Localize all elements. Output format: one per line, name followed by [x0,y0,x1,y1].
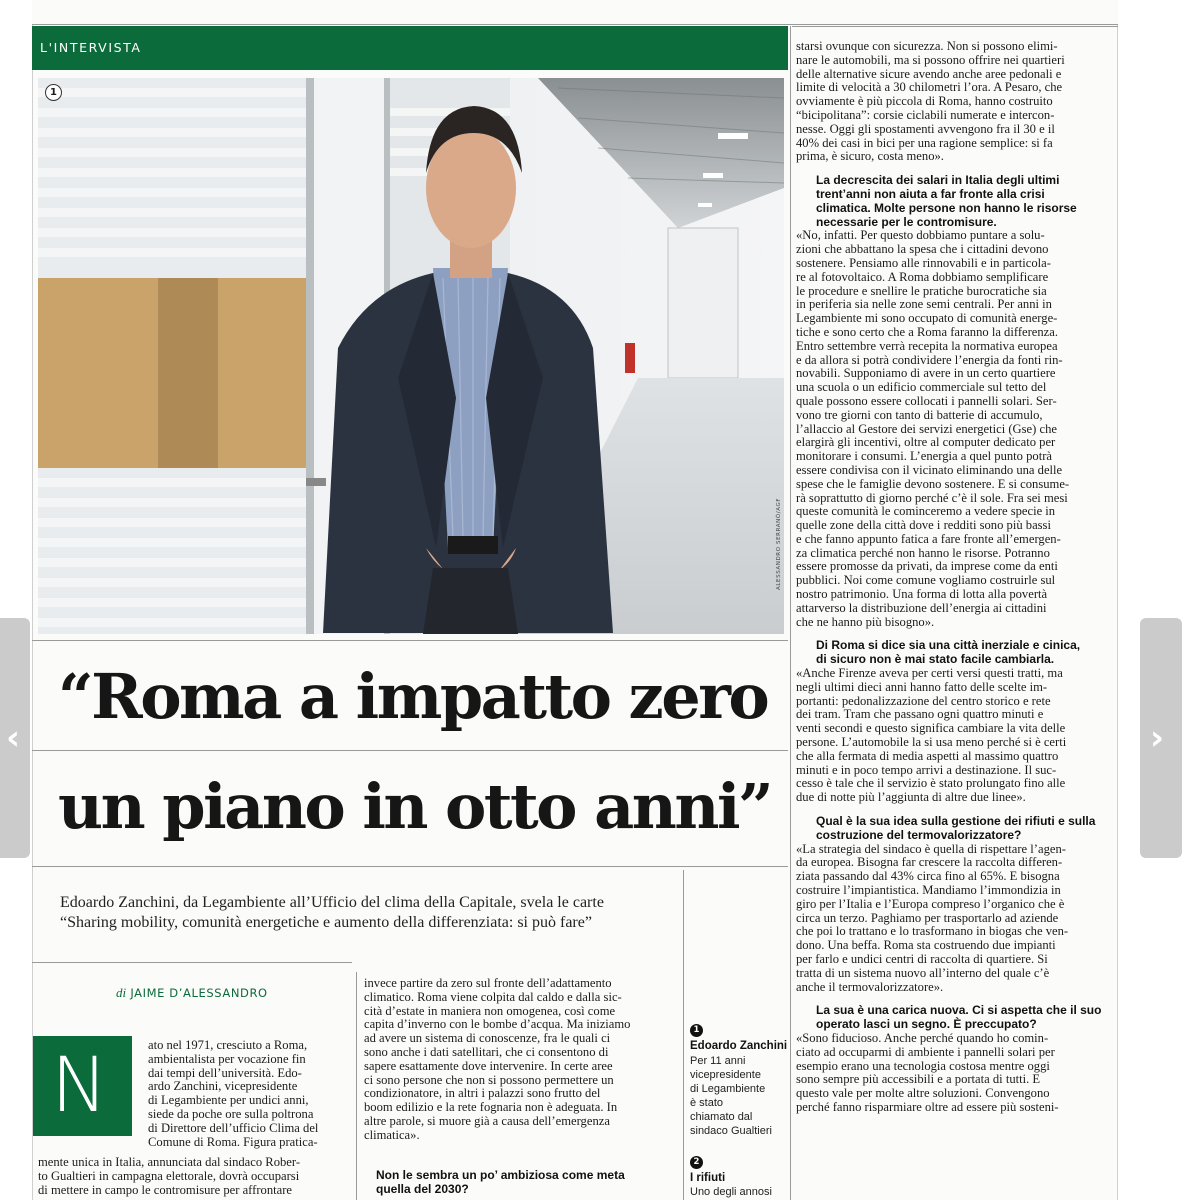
text-line: negli ultimi dieci anni hanno fatto delle scelte im- [796,679,1048,694]
sidebar-number-badge: 1 [690,1024,703,1037]
answer-paragraph [796,843,1114,995]
byline-prefix: di [116,985,127,1000]
question-line: Non le sembra un po’ ambiziosa come meta [376,1168,625,1182]
text-line: sono anche i dati satellitari, che ci consentono di [364,1044,609,1059]
question-line: trent’anni non aiuta a far fronte alla crisi [816,186,1045,201]
sidebar-line: vicepresidente [690,1068,761,1081]
text-line: dei tram. Tram che passano ogni quattro minuti e [796,707,1044,722]
text-line: e da allora si potrà condividere l’energia da fonti rin- [796,352,1063,367]
column-divider [683,870,684,1200]
headline-rule-middle [32,750,788,751]
text-line: sostenere. Pensiamo alle rinnovabili e in particola- [796,255,1051,270]
text-line: «No, infatti. Per questo dobbiamo puntare a solu- [796,228,1045,243]
answer-paragraph [796,229,1114,629]
sidebar-text [690,1055,772,1138]
question-line: di sicuro non è mai stato facile cambiarla. [816,652,1055,667]
interview-question [816,639,1114,667]
byline [116,985,268,1001]
text-line: e che fanno appunto fatica a fare fronte all’emergen- [796,531,1061,546]
dropcap [33,1036,132,1136]
question-line: La decrescita dei salari in Italia degli ultimi [816,173,1060,188]
photo-number-badge: 1 [45,84,62,101]
text-line: essere condivisa con il vicinato eliminando una delle [796,462,1063,477]
standfirst-line: “Sharing mobility, comunità energetiche e aumento della differenziata: si può fare” [60,914,592,931]
text-line: nare le automobili, ma si possono offrire nei quartieri [796,52,1065,67]
text-line: persone. L’automobile la si usa meno perché si è certi [796,735,1067,750]
text-line: altre parole, si muore già a causa dell’emergenza [364,1113,610,1128]
text-line: portanti: pedonalizzazione del centro storico e rete [796,693,1051,708]
previous-page-button[interactable] [0,618,30,858]
text-line: «La strategia del sindaco è quella di rispettare l’agen- [796,841,1066,856]
text-line: che poi lo trattano e lo trasformano in biogas che ven- [796,924,1069,939]
text-line: ci sono persone che non si possono permettere un [364,1072,614,1087]
text-line: monitorare i consumi. L’energia a quel punto potrà [796,449,1053,464]
question-line: La sua è una carica nuova. Ci si aspetta che il suo [816,1003,1102,1018]
text-line: nostro patrimonio. Una forma di lotta alla povertà [796,587,1048,602]
headline-line-2: un piano in otto anni” [58,770,772,843]
text-line: venti secondi e questo significa cambiare la vita delle [796,721,1066,736]
sidebar-line: Uno degli annosi [690,1186,772,1198]
text-line: costruire l’impiantistica. Mandiamo l’immondizia in [796,883,1061,898]
text-line: dono. Una beffa. Roma sta costruendo due impianti [796,938,1056,953]
text-line: dai tempi dell’università. Edo- [148,1065,302,1080]
text-line: zioni che abbattano la spesa che i cittadini devono [796,242,1049,257]
text-line: cità d’estate in maniera non omogenea, così come [364,1003,616,1018]
text-line: che alla fermata di media aspetti al massimo quattro [796,748,1059,763]
text-line: cesso è tale che il servizio è stato prolungato fino alle [796,776,1066,791]
standfirst-rule [32,962,352,963]
text-line: spese che le famiglie devono sostenere. E si consume- [796,476,1070,491]
text-line: to Gualtieri in campagna elettorale, dovrà occuparsi [38,1168,300,1183]
sidebar-title: Edoardo Zanchini [690,1040,788,1052]
section-bar [32,26,788,70]
text-line: nesse. Oggi gli spostamenti avvengono fra il 30 e il [796,121,1055,136]
text-line: ato nel 1971, cresciuto a Roma, [148,1038,308,1052]
interview-question [816,1004,1114,1032]
text-line: elargirà gli incentivi, oltre al computer dedicato per [796,435,1056,450]
text-line: za climatica perché non hanno le risorse. Potranno [796,545,1050,560]
text-line: «Anche Firenze aveva per certi versi questi tratti, ma [796,666,1063,681]
question-line: climatica. Molte persone non hanno le risorse [816,200,1077,215]
text-line: novabili. Supponiamo di avere in un certo quartiere [796,366,1056,381]
sidebar-line: sindaco Gualtieri [690,1124,772,1137]
text-line: starsi ovunque con sicurezza. Non si possono elimi- [796,39,1058,53]
text-line: di mettere in campo le contromisure per affrontare [38,1182,292,1197]
text-line: condizionatore, in altri i palazzi sono frutto del [364,1086,601,1101]
text-line: le procedure e snellire le pratiche burocratiche sia [796,283,1047,298]
interview-question [376,1169,676,1197]
text-line: limite di velocità a 30 chilometri l’ora. A Pesaro, che [796,80,1063,95]
text-line: tratta di un sistema nuovo all’interno del quale c’è [796,965,1050,980]
text-line: circa un terzo. Paghiamo per trasportarlo ad aziende [796,910,1059,925]
text-line: quale possono essere collocati i pannelli solari. Ser- [796,393,1057,408]
text-line: una scuola o un edificio commerciale sul tetto del [796,380,1047,395]
column-divider [356,972,357,1200]
text-line: due di notte più l’aggiunta di altre due linee». [796,790,1026,805]
text-line: minuti e in poco tempo arrivi a destinazione. Il suc- [796,762,1057,777]
section-rule-right [792,26,1118,40]
text-line: ad avere un sistema di conoscenze, fra le quali ci [364,1031,611,1046]
text-line: di Direttore dell’ufficio Clima del [148,1120,319,1135]
text-line: perché fanno risparmiare oltre ad essere più sosteni- [796,1099,1059,1114]
answer-paragraph [796,667,1114,805]
column-divider [790,26,791,1200]
text-line: capita d’inverno con le bombe d’acqua. Ma iniziamo [364,1017,631,1032]
text-line: Legambiente mi sono occupato di comunità energe- [796,311,1058,326]
text-line: ambientalista per vocazione fin [148,1051,306,1066]
next-page-button[interactable] [1140,618,1182,858]
sidebar-line: è stato [690,1096,724,1109]
article-column-2 [364,977,676,1143]
text-line: essere promosse da privati, da imprese come da enti [796,559,1058,574]
chevron-left-icon: ‹ [6,718,21,758]
article-column-1 [148,1039,348,1149]
question-line: operato lasci un segno. È preccupato? [816,1017,1037,1032]
text-line: di Legambiente per undici anni, [148,1093,309,1108]
text-line: ciato ad occuparmi di ambiente i pannelli solari per [796,1044,1055,1059]
top-rule [32,0,1118,25]
text-line: tiche e sono certo che a Roma faranno la differenza. [796,324,1059,339]
text-line: Entro settembre verrà recepita la normativa europea [796,338,1058,353]
text-line: giro per l’Italia e l’Europa compreso l’organico che è [796,896,1065,911]
text-line: da europea. Bisogna far crescere la raccolta differen- [796,855,1063,870]
standfirst [60,893,700,933]
text-line: «Sono fiducioso. Anche perché quando ho comin- [796,1030,1049,1045]
sidebar-number-badge: 2 [690,1156,703,1169]
headline-rule-bottom [32,866,788,867]
text-line: Comune di Roma. Figura pratica- [148,1134,318,1149]
text-line: delle alternative sicure avendo anche aree pedonali e [796,66,1062,81]
chevron-right-icon: › [1150,718,1165,758]
text-line: “bicipolitana”: corsie ciclabili numerate e intercon- [796,107,1055,122]
text-line: pubblici. Noi come comune vogliamo costruirle sul [796,573,1056,588]
text-line: attarverso la distribuzione dell’energia ai cittadini [796,600,1047,615]
text-line: 40% dei casi in bici per una ragione semplice: si fa [796,135,1053,150]
text-line: siede da poche ore sulla poltrona [148,1106,314,1121]
text-line: che ne hanno più bisogno». [796,614,935,629]
standfirst-line: Edoardo Zanchini, da Legambiente all’Ufficio del clima della Capitale, svela le carte [60,894,604,911]
text-line: vono tre giorni con tanto di batterie di accumulo, [796,407,1043,422]
byline-author: JAIME D’ALESSANDRO [130,986,268,1000]
question-line: Qual è la sua idea sulla gestione dei rifiuti e sulla [816,814,1096,829]
question-line: necessarie per le contromisure. [816,214,997,229]
text-line: per farlo e undici centri di raccolta di quartiere. Si [796,952,1048,966]
article-column-1-continued [38,1156,350,1197]
answer-paragraph [796,40,1114,164]
text-line: ardo Zanchini, vicepresidente [148,1079,298,1094]
text-line: boom edilizio e la rete fognaria non è adeguata. In [364,1100,618,1115]
portrait-photo[interactable] [38,78,784,634]
answer-paragraph [796,1032,1114,1115]
text-line: quelle zone della città dove i redditi sono più bassi [796,518,1051,533]
text-line: sono sempre più accessibili e a portata di tutti. E [796,1072,1041,1087]
text-line: l’allaccio al Gestore dei servizi energetici (Gse) che [796,421,1057,436]
question-line: costruzione del termovalorizzatore? [816,827,1022,842]
text-line: ziata passando dal 43% circa fino al 65%. E bisogna [796,869,1060,884]
sidebar-title: I rifiuti [690,1172,726,1184]
text-line: questo vale per molte altre soluzioni. Convengono [796,1086,1050,1101]
sidebar-line: Per 11 anni [690,1055,746,1067]
question-line: Di Roma si dice sia una città inerziale e cinica, [816,638,1081,653]
photo-credit: ALESSANDRO SERRANÒ/AGF [776,497,782,590]
sidebar-line: di Legambiente [690,1082,766,1095]
text-line: prima, è sicuro, costa meno». [796,149,944,164]
text-line: esempio erano una tecnologia costosa mentre oggi [796,1058,1050,1073]
text-line: rà soprattutto di giorno perché c’è il sole. Fra sei mesi [796,490,1068,505]
text-line: sapere esattamente dove intervenire. In certe aree [364,1058,613,1073]
text-line: in periferia sia nelle zone semi centrali. Per anni in [796,297,1052,312]
interview-question [816,174,1114,229]
text-line: climatico. Roma viene colpita dal caldo e dalla sic- [364,989,622,1004]
section-label: L'INTERVISTA [40,40,142,55]
text-line: climatica». [364,1127,420,1142]
text-line: invece partire da zero sul fronte dell’adattamento [364,976,612,990]
dropcap-letter: N [51,1040,108,1129]
text-line: ovviamente è più piccola di Roma, hanno costruito [796,94,1053,109]
headline-line-1: “Roma a impatto zero [58,660,768,733]
text-line: queste comunità le cominceremo a vedere specie in [796,504,1056,519]
text-line: mente unica in Italia, annunciata dal sindaco Rober- [38,1155,301,1169]
text-line: anche il termovalorizzatore». [796,979,944,994]
sidebar-line: chiamato dal [690,1110,753,1123]
interview-question [816,815,1114,843]
text-line: re al fotovoltaico. A Roma dobbiamo semplificare [796,269,1049,284]
question-line: quella del 2030? [376,1181,469,1196]
headline-rule-top [32,640,788,641]
article-column-3 [796,40,1114,1115]
sidebar-text [690,1186,772,1200]
